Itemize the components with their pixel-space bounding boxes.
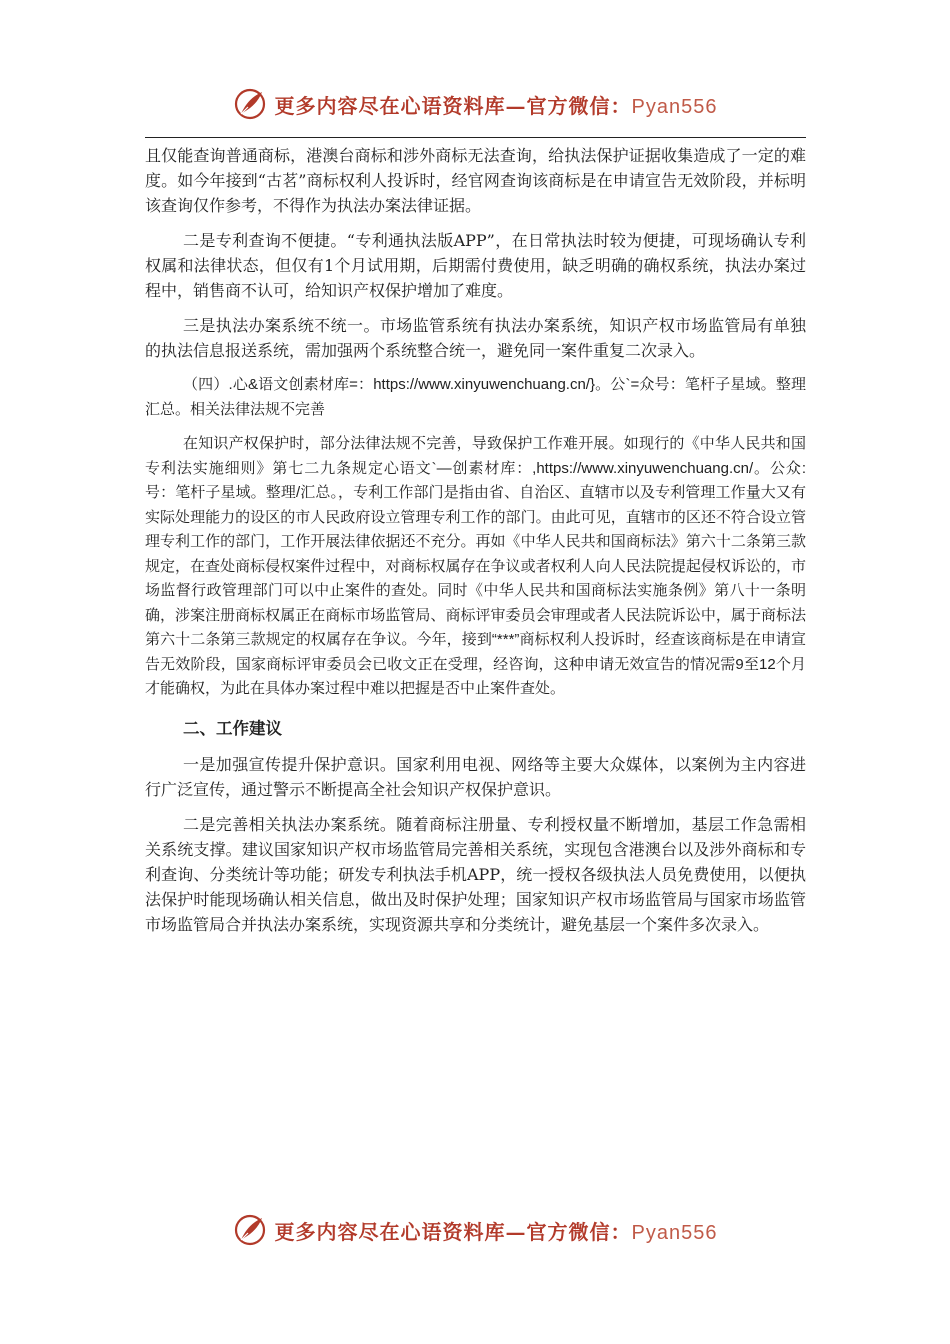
suggestion-publicity: 一是加强宣传提升保护意识。国家利用电视、网络等主要大众媒体，以案例为主内容进行广泛宣传，通过警示不断提高全社会知识产权保护意识。 bbox=[145, 754, 806, 799]
header-divider bbox=[145, 137, 806, 138]
wechat-handle: Pyan556 bbox=[631, 1221, 718, 1244]
wechat-handle: Pyan556 bbox=[631, 95, 718, 118]
section-heading: 二、工作建议 bbox=[183, 719, 282, 738]
paragraph-subheading-laws: （四）.心&语文创素材库=：https://www.xinyuwenchuang.cn/}。公`=众号：笔杆子星域。整理汇总。相关法律法规不完善 bbox=[145, 376, 806, 418]
footer-banner-text: 更多内容尽在心语资料库—官方微信：Pyan556 bbox=[274, 1219, 718, 1244]
header-banner bbox=[0, 84, 950, 124]
document-body bbox=[145, 143, 806, 937]
footer-banner bbox=[0, 1210, 950, 1250]
paragraph-case-system: 三是执法办案系统不统一。市场监管系统有执法办案系统，知识产权市场监管局有单独的执法信息报送系统，需加强两个系统整合统一，避免同一案件重复二次录入。 bbox=[145, 316, 806, 360]
quill-logo-icon bbox=[233, 87, 267, 121]
quill-logo-icon bbox=[233, 1213, 267, 1247]
suggestion-systems: 二是完善相关执法办案系统。随着商标注册量、专利授权量不断增加，基层工作急需相关系统支撑。建议国家知识产权市场监管局完善相关系统，实现包含港澳台以及涉外商标和专利查询、分类统计等功能；研发专利执法手机APP，统一授权各级执法人员免费使用，以便执法保护时能现场确认相关信息，做出及时保护处理；国家知识产权市场监管局与国家市场监管市场监管局合并执法办案系统，实现资源共享和分类统计，避免基层一个案件多次录入。 bbox=[145, 814, 806, 934]
header-banner-text: 更多内容尽在心语资料库—官方微信：Pyan556 bbox=[274, 93, 718, 118]
paragraph-trademark-query: 且仅能查询普通商标，港澳台商标和涉外商标无法查询，给执法保护证据收集造成了一定的难度。如今年接到“古茗”商标权利人投诉时，经官网查询该商标是在申请宣告无效阶段，并标明该查询仅作参考，不得作为执法办案法律证据。 bbox=[145, 146, 806, 215]
paragraph-laws-detail: 在知识产权保护时，部分法律法规不完善，导致保护工作难开展。如现行的《中华人民共和国专利法实施细则》第七二九条规定心语文`—创素材库：,https://www.xinyuwenchuang.cn/。公众:号：笔杆子星域。整理/汇总。，专利工作部门是指由省、自治区、直辖市以及专利管理工作量大又有实际处理能力的设区的市人民政府设立管理专利工作的部门。由此可见，直辖市的区还不符合设立管理专利工作的部门，工作开展法律依据还不充分。再如《中华人民共和国商标法》第六十二条第三款规定，在查处商标侵权案件过程中，对商标权属存在争议或者权利人向人民法院提起侵权诉讼的，市场监督行政管理部门可以中止案件的查处。同时《中华人民共和国商标法实施条例》第八十一条明确，涉案注册商标权属正在商标市场监管局、商标评审委员会审理或者人民法院诉讼中，属于商标法第六十二条第三款规定的权属存在争议。今年，接到“***”商标权利人投诉时，经查该商标是在申请宣告无效阶段，国家商标评审委员会已收文正在受理，经咨询，这种申请无效宣告的情况需9至12个月才能确权，为此在具体办案过程中难以把握是否中止案件查处。 bbox=[145, 435, 806, 697]
paragraph-patent-query: 二是专利查询不便捷。“专利通执法版APP”，在日常执法时较为便捷，可现场确认专利权属和法律状态，但仅有1个月试用期，后期需付费使用，缺乏明确的确权系统，执法办案过程中，销售商不认可，给知识产权保护增加了难度。 bbox=[145, 231, 806, 300]
